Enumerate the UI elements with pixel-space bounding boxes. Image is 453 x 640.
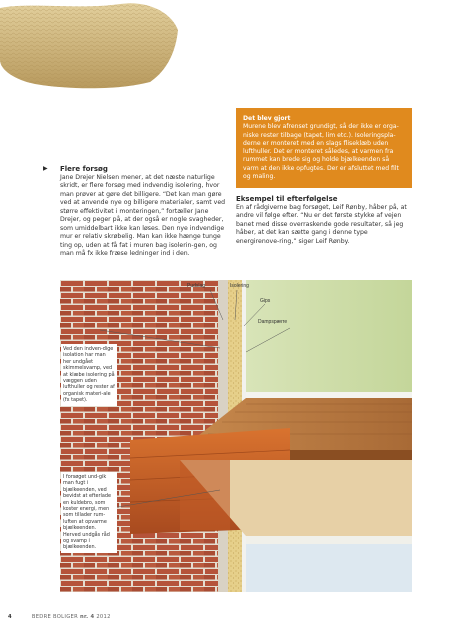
- right-paragraph: En af rådgiverne bag forsøget, Leif Rønby, håber på, at andre vil følge efter. “Nu er det første stykke af vejen banet med disse overraskende gode resultater, så jeg håber, at det kan sætte gang i denne type energirenove-ring,” siger Leif Rønby.: [236, 203, 407, 245]
- left-paragraph: Jane Drejer Nielsen mener, at det næste naturlige skridt, er flere forsøg med indvendig isolering, hvor man prøver at gøre det billigere. “Det kan man gøre ved at anvende nye og billigere materialer, samt ved større effektivitet i monteringen,” fortæller Jane Drejer, og peger på, at der også er nogle svagheder, som umiddelbart ikke kan løses. Den nye indvendige mur er relativ skrøbelig. Man kan ikke hænge tunge ting op, uden at få fat i muren bag isolerin-gen, og man må fx ikke fræse ledninger ind i den.: [60, 173, 226, 257]
- page-number: 4: [8, 614, 12, 620]
- magazine-name: BEDRE BOLIGER: [31, 614, 79, 620]
- info-box-title: Det blev gjort: [243, 115, 291, 122]
- label-isolering: Isolering: [230, 283, 249, 289]
- right-column: [236, 195, 412, 246]
- issue-year: 2012: [96, 614, 111, 620]
- info-box-text: Murene blev afrenset grundigt, så der ikke er orga-niske rester tilbage (tapet, lim etc.). Isoleringsplа-derne er monteret med en slags fliseklæb uden lufthuller. Det er monteret således, at varmen fra rummet kan brede sig og holde bjælkeenden så varm at den ikke opfugtes. Der er afsluttet med filt og maling.: [243, 123, 399, 181]
- label-pudslag: Pudslag: [187, 283, 206, 289]
- issue-number: nr. 4: [79, 614, 95, 620]
- info-box: [236, 108, 412, 188]
- right-heading: Eksempel til efterfølgelse: [236, 195, 338, 203]
- label-gips: Gips: [260, 298, 271, 304]
- left-heading: Flere forsøg: [60, 165, 108, 173]
- page-footer: [8, 614, 111, 620]
- left-column: [43, 165, 228, 259]
- callout-moisture: I forsøget und-gik man fugt i bjælkeenden, ved bevidst at efterlade en kuldebro, som koster energi, men som tillader rum-luften at opvarme bjælkeenden. Herved undgås råd og svamp i bjælkeenden.: [61, 472, 117, 553]
- label-dampspaerre: Dampspærre: [258, 319, 288, 325]
- bullet-arrow-icon: ▶: [43, 165, 48, 172]
- insulation-wool-image: [0, 0, 180, 92]
- callout-mold: Ved den indven-dige isolation har man her undgået skimmelsvamp, ved at klæbe isolering på væggen uden lufthuller og rester af organisk materi-ale (fx tapet).: [61, 344, 117, 406]
